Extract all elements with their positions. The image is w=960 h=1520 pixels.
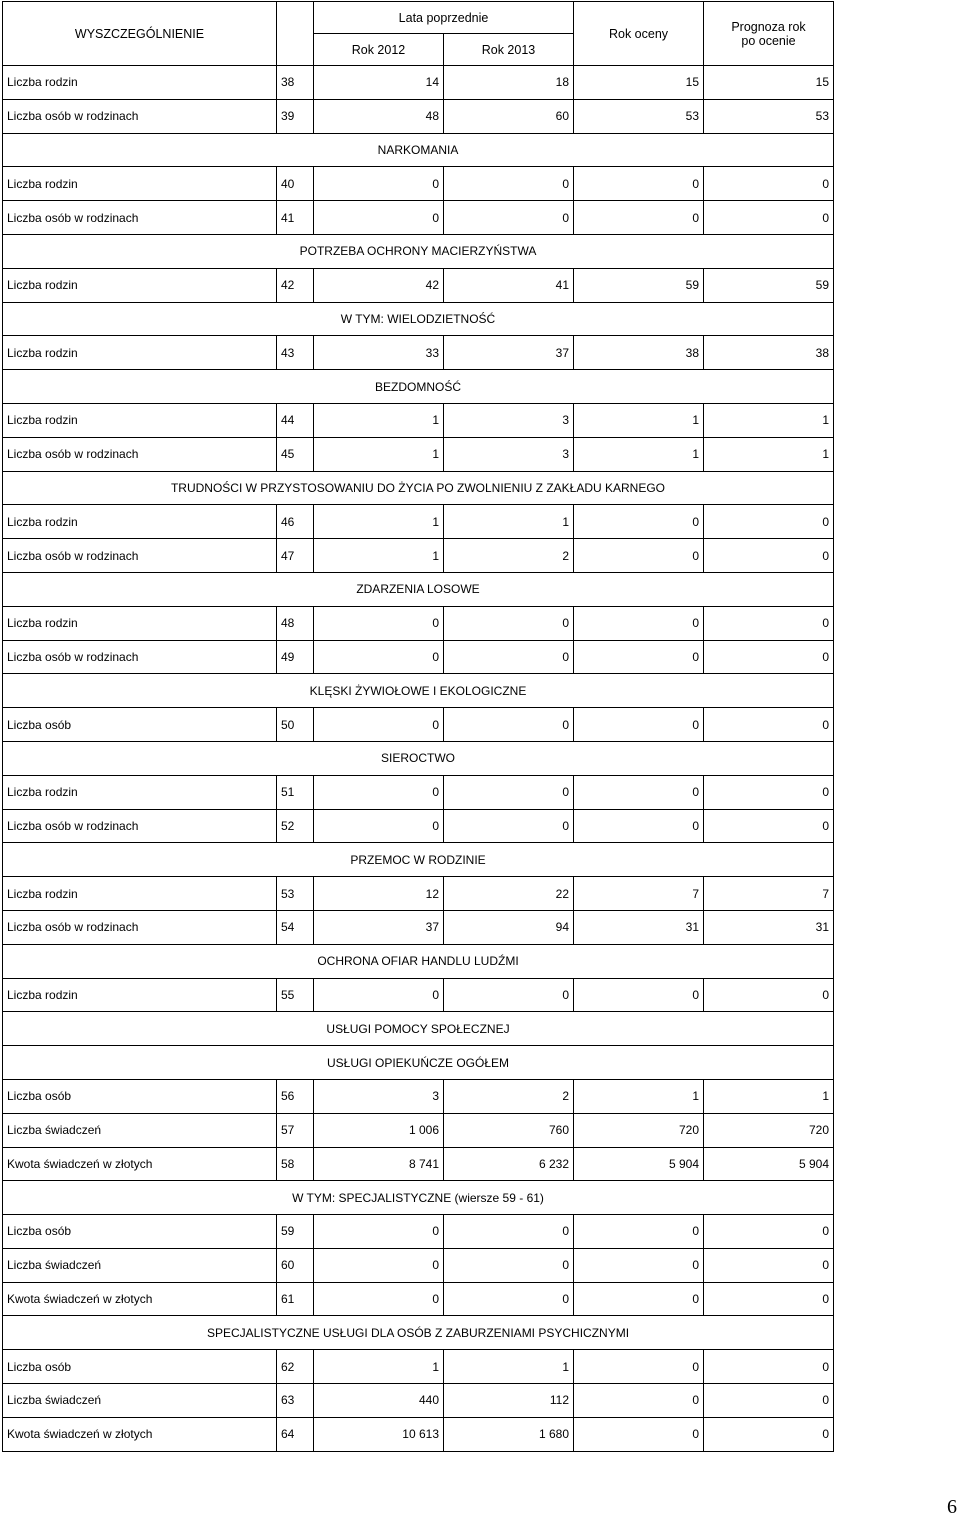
header-forecast-line2: po ocenie — [741, 33, 796, 48]
header-forecast-line1: Prognoza rok — [731, 19, 806, 34]
row-label: Liczba osób — [3, 1350, 277, 1384]
value-2013: 0 — [444, 606, 574, 640]
row-number: 50 — [277, 708, 314, 742]
value-2012: 12 — [314, 877, 444, 911]
row-number: 61 — [277, 1282, 314, 1316]
row-number: 49 — [277, 640, 314, 674]
value-2013: 6 232 — [444, 1147, 574, 1181]
value-assessment-year: 53 — [574, 99, 704, 133]
table-row — [3, 437, 834, 471]
value-2012: 1 — [314, 539, 444, 573]
row-label: Liczba rodzin — [3, 775, 277, 809]
table-row — [3, 775, 834, 809]
section-title: BEZDOMNOŚĆ — [3, 370, 834, 404]
value-forecast: 720 — [704, 1113, 834, 1147]
value-2013: 0 — [444, 809, 574, 843]
row-number: 40 — [277, 167, 314, 201]
value-2012: 8 741 — [314, 1147, 444, 1181]
row-number: 57 — [277, 1113, 314, 1147]
row-number: 52 — [277, 809, 314, 843]
value-2013: 2 — [444, 1079, 574, 1113]
value-2012: 0 — [314, 167, 444, 201]
value-2012: 10 613 — [314, 1417, 444, 1451]
table-row — [3, 640, 834, 674]
row-label: Liczba świadczeń — [3, 1113, 277, 1147]
row-label: Liczba osób w rodzinach — [3, 99, 277, 133]
value-assessment-year: 0 — [574, 606, 704, 640]
row-number: 54 — [277, 910, 314, 944]
page-number: 6 — [947, 1496, 957, 1518]
row-number: 42 — [277, 268, 314, 302]
value-2012: 0 — [314, 978, 444, 1012]
value-2012: 0 — [314, 1248, 444, 1282]
row-number: 55 — [277, 978, 314, 1012]
row-label: Liczba rodzin — [3, 66, 277, 100]
value-2012: 1 — [314, 437, 444, 471]
value-assessment-year: 0 — [574, 708, 704, 742]
value-assessment-year: 7 — [574, 877, 704, 911]
row-number: 59 — [277, 1215, 314, 1249]
value-2012: 33 — [314, 336, 444, 370]
value-2012: 1 006 — [314, 1113, 444, 1147]
section-row — [3, 572, 834, 606]
section-row — [3, 741, 834, 775]
header-forecast — [704, 2, 834, 66]
value-forecast: 0 — [704, 708, 834, 742]
value-2013: 0 — [444, 167, 574, 201]
table-row — [3, 403, 834, 437]
row-label: Liczba osób — [3, 1079, 277, 1113]
value-2012: 42 — [314, 268, 444, 302]
table-row — [3, 539, 834, 573]
value-2013: 0 — [444, 775, 574, 809]
section-row — [3, 843, 834, 877]
table-row — [3, 708, 834, 742]
value-assessment-year: 0 — [574, 505, 704, 539]
header-row-top — [3, 2, 834, 34]
row-number: 60 — [277, 1248, 314, 1282]
value-2013: 0 — [444, 201, 574, 235]
row-label: Liczba osób — [3, 1215, 277, 1249]
value-2012: 0 — [314, 708, 444, 742]
table-row — [3, 336, 834, 370]
value-2013: 0 — [444, 640, 574, 674]
value-assessment-year: 0 — [574, 167, 704, 201]
value-forecast: 0 — [704, 606, 834, 640]
row-number: 56 — [277, 1079, 314, 1113]
row-label: Liczba osób w rodzinach — [3, 201, 277, 235]
value-2012: 1 — [314, 505, 444, 539]
row-label: Liczba osób w rodzinach — [3, 539, 277, 573]
value-2012: 14 — [314, 66, 444, 100]
header-assessment-year: Rok oceny — [574, 2, 704, 66]
value-2013: 0 — [444, 1282, 574, 1316]
value-assessment-year: 0 — [574, 201, 704, 235]
value-forecast: 38 — [704, 336, 834, 370]
section-row — [3, 674, 834, 708]
value-forecast: 0 — [704, 201, 834, 235]
table-header — [3, 2, 834, 66]
value-2012: 0 — [314, 1282, 444, 1316]
value-2012: 0 — [314, 809, 444, 843]
value-forecast: 31 — [704, 910, 834, 944]
value-forecast: 53 — [704, 99, 834, 133]
section-title: SIEROCTWO — [3, 741, 834, 775]
value-2013: 0 — [444, 1248, 574, 1282]
table-row — [3, 201, 834, 235]
row-label: Kwota świadczeń w złotych — [3, 1147, 277, 1181]
value-assessment-year: 0 — [574, 809, 704, 843]
table-row — [3, 268, 834, 302]
value-forecast: 0 — [704, 1384, 834, 1418]
value-forecast: 5 904 — [704, 1147, 834, 1181]
value-2012: 1 — [314, 1350, 444, 1384]
row-number: 44 — [277, 403, 314, 437]
value-assessment-year: 38 — [574, 336, 704, 370]
section-title: ZDARZENIA LOSOWE — [3, 572, 834, 606]
row-label: Liczba osób — [3, 708, 277, 742]
section-row — [3, 471, 834, 505]
value-assessment-year: 0 — [574, 978, 704, 1012]
value-2013: 0 — [444, 978, 574, 1012]
section-title: OCHRONA OFIAR HANDLU LUDŹMI — [3, 944, 834, 978]
value-assessment-year: 720 — [574, 1113, 704, 1147]
row-number: 51 — [277, 775, 314, 809]
value-2013: 3 — [444, 403, 574, 437]
table-row — [3, 1147, 834, 1181]
value-2012: 1 — [314, 403, 444, 437]
row-label: Liczba rodzin — [3, 336, 277, 370]
value-assessment-year: 0 — [574, 1384, 704, 1418]
row-number: 39 — [277, 99, 314, 133]
section-row — [3, 1316, 834, 1350]
section-row — [3, 1012, 834, 1046]
value-assessment-year: 1 — [574, 1079, 704, 1113]
value-2013: 94 — [444, 910, 574, 944]
value-assessment-year: 0 — [574, 1282, 704, 1316]
table-row — [3, 505, 834, 539]
value-assessment-year: 0 — [574, 1417, 704, 1451]
value-forecast: 0 — [704, 1248, 834, 1282]
value-2013: 18 — [444, 66, 574, 100]
value-assessment-year: 1 — [574, 403, 704, 437]
value-2013: 41 — [444, 268, 574, 302]
value-forecast: 15 — [704, 66, 834, 100]
value-2013: 22 — [444, 877, 574, 911]
section-row — [3, 370, 834, 404]
value-assessment-year: 59 — [574, 268, 704, 302]
value-2012: 48 — [314, 99, 444, 133]
header-year-2012: Rok 2012 — [314, 34, 444, 66]
value-forecast: 0 — [704, 167, 834, 201]
table-row — [3, 978, 834, 1012]
value-2012: 0 — [314, 775, 444, 809]
table-row — [3, 1350, 834, 1384]
value-forecast: 0 — [704, 640, 834, 674]
value-assessment-year: 15 — [574, 66, 704, 100]
table-body — [3, 66, 834, 1452]
section-row — [3, 1046, 834, 1080]
row-label: Liczba osób w rodzinach — [3, 640, 277, 674]
value-forecast: 1 — [704, 1079, 834, 1113]
value-forecast: 0 — [704, 1215, 834, 1249]
row-label: Liczba rodzin — [3, 268, 277, 302]
row-label: Liczba osób w rodzinach — [3, 910, 277, 944]
table-row — [3, 809, 834, 843]
header-previous-years: Lata poprzednie — [314, 2, 574, 34]
value-forecast: 1 — [704, 403, 834, 437]
value-forecast: 0 — [704, 1417, 834, 1451]
section-title: TRUDNOŚCI W PRZYSTOSOWANIU DO ŻYCIA PO ZWOLNIENIU Z ZAKŁADU KARNEGO — [3, 471, 834, 505]
table-row — [3, 877, 834, 911]
data-table — [2, 1, 834, 1452]
section-row — [3, 944, 834, 978]
header-year-2013: Rok 2013 — [444, 34, 574, 66]
value-assessment-year: 0 — [574, 1248, 704, 1282]
section-row — [3, 234, 834, 268]
value-assessment-year: 1 — [574, 437, 704, 471]
section-title: W TYM: WIELODZIETNOŚĆ — [3, 302, 834, 336]
value-assessment-year: 31 — [574, 910, 704, 944]
value-forecast: 0 — [704, 809, 834, 843]
row-label: Liczba świadczeń — [3, 1248, 277, 1282]
section-row — [3, 302, 834, 336]
row-label: Liczba osób w rodzinach — [3, 437, 277, 471]
value-assessment-year: 5 904 — [574, 1147, 704, 1181]
row-label: Liczba rodzin — [3, 978, 277, 1012]
value-forecast: 0 — [704, 1282, 834, 1316]
row-number: 48 — [277, 606, 314, 640]
row-number: 58 — [277, 1147, 314, 1181]
value-assessment-year: 0 — [574, 640, 704, 674]
value-assessment-year: 0 — [574, 775, 704, 809]
section-title: KLĘSKI ŻYWIOŁOWE I EKOLOGICZNE — [3, 674, 834, 708]
row-label: Liczba rodzin — [3, 403, 277, 437]
value-2013: 0 — [444, 708, 574, 742]
section-title: W TYM: SPECJALISTYCZNE (wiersze 59 - 61) — [3, 1181, 834, 1215]
table-row — [3, 1113, 834, 1147]
value-2013: 37 — [444, 336, 574, 370]
header-row-number — [277, 2, 314, 66]
row-number: 43 — [277, 336, 314, 370]
section-row — [3, 1181, 834, 1215]
row-label: Liczba rodzin — [3, 167, 277, 201]
table-row — [3, 1282, 834, 1316]
row-label: Kwota świadczeń w złotych — [3, 1417, 277, 1451]
row-number: 63 — [277, 1384, 314, 1418]
value-2013: 2 — [444, 539, 574, 573]
section-title: POTRZEBA OCHRONY MACIERZYŃSTWA — [3, 234, 834, 268]
section-title: USŁUGI POMOCY SPOŁECZNEJ — [3, 1012, 834, 1046]
row-label: Kwota świadczeń w złotych — [3, 1282, 277, 1316]
value-assessment-year: 0 — [574, 539, 704, 573]
section-title: PRZEMOC W RODZINIE — [3, 843, 834, 877]
value-forecast: 1 — [704, 437, 834, 471]
value-assessment-year: 0 — [574, 1350, 704, 1384]
value-forecast: 7 — [704, 877, 834, 911]
value-2012: 0 — [314, 201, 444, 235]
section-title: NARKOMANIA — [3, 133, 834, 167]
section-title: USŁUGI OPIEKUŃCZE OGÓŁEM — [3, 1046, 834, 1080]
row-label: Liczba rodzin — [3, 877, 277, 911]
value-forecast: 0 — [704, 775, 834, 809]
value-2012: 0 — [314, 606, 444, 640]
table-row — [3, 1215, 834, 1249]
value-2012: 440 — [314, 1384, 444, 1418]
value-forecast: 0 — [704, 539, 834, 573]
value-2013: 1 — [444, 505, 574, 539]
value-forecast: 0 — [704, 1350, 834, 1384]
value-assessment-year: 0 — [574, 1215, 704, 1249]
value-2013: 1 680 — [444, 1417, 574, 1451]
value-2013: 60 — [444, 99, 574, 133]
value-2013: 1 — [444, 1350, 574, 1384]
section-title: SPECJALISTYCZNE USŁUGI DLA OSÓB Z ZABURZENIAMI PSYCHICZNYMI — [3, 1316, 834, 1350]
table-row — [3, 66, 834, 100]
row-label: Liczba rodzin — [3, 606, 277, 640]
header-description: WYSZCZEGÓLNIENIE — [3, 2, 277, 66]
value-2012: 0 — [314, 640, 444, 674]
value-forecast: 0 — [704, 978, 834, 1012]
value-2012: 0 — [314, 1215, 444, 1249]
value-2013: 112 — [444, 1384, 574, 1418]
row-number: 53 — [277, 877, 314, 911]
value-2012: 3 — [314, 1079, 444, 1113]
table-row — [3, 167, 834, 201]
table-row — [3, 1384, 834, 1418]
table-row — [3, 606, 834, 640]
row-number: 46 — [277, 505, 314, 539]
value-2013: 3 — [444, 437, 574, 471]
value-forecast: 59 — [704, 268, 834, 302]
table-row — [3, 910, 834, 944]
row-label: Liczba osób w rodzinach — [3, 809, 277, 843]
section-row — [3, 133, 834, 167]
value-forecast: 0 — [704, 505, 834, 539]
row-label: Liczba świadczeń — [3, 1384, 277, 1418]
row-label: Liczba rodzin — [3, 505, 277, 539]
value-2012: 37 — [314, 910, 444, 944]
table-row — [3, 1079, 834, 1113]
table-row — [3, 1248, 834, 1282]
value-2013: 760 — [444, 1113, 574, 1147]
row-number: 47 — [277, 539, 314, 573]
value-2013: 0 — [444, 1215, 574, 1249]
table-row — [3, 1417, 834, 1451]
row-number: 64 — [277, 1417, 314, 1451]
row-number: 41 — [277, 201, 314, 235]
row-number: 38 — [277, 66, 314, 100]
row-number: 45 — [277, 437, 314, 471]
row-number: 62 — [277, 1350, 314, 1384]
table-row — [3, 99, 834, 133]
